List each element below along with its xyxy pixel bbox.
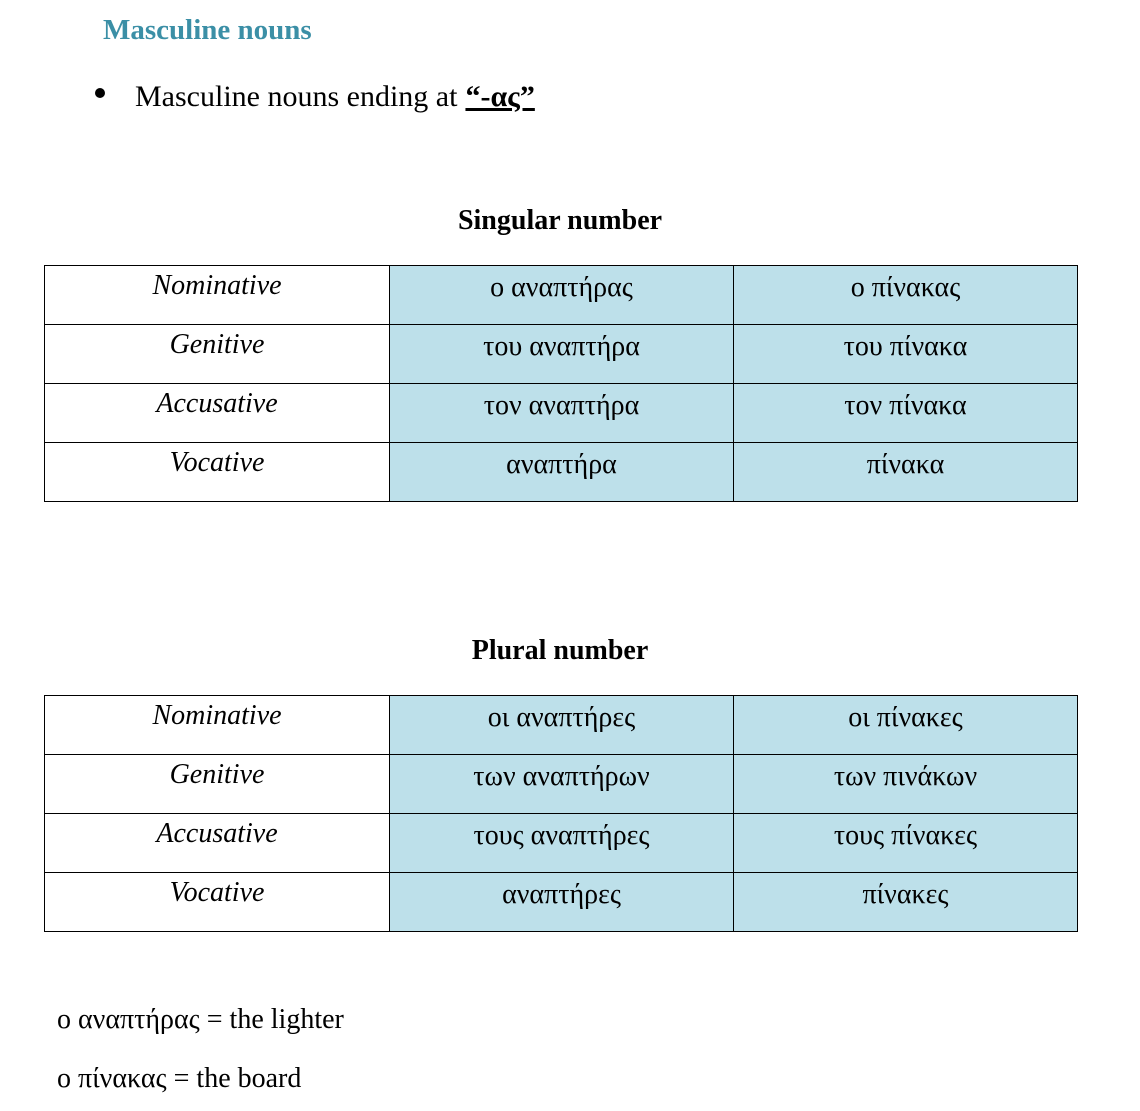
noun-form-cell: τον πίνακα xyxy=(734,384,1078,443)
case-label: Vocative xyxy=(45,443,390,502)
case-label: Nominative xyxy=(45,266,390,325)
case-label: Accusative xyxy=(45,384,390,443)
noun-form-cell: αναπτήρα xyxy=(390,443,734,502)
bullet-item xyxy=(95,80,535,114)
case-label: Nominative xyxy=(45,696,390,755)
bullet-text: Masculine nouns ending at xyxy=(135,80,458,113)
plural-declension-table xyxy=(44,695,1078,932)
page-heading: Masculine nouns xyxy=(103,14,312,46)
table-row xyxy=(45,266,1078,325)
noun-form-cell: ο αναπτήρας xyxy=(390,266,734,325)
noun-form-cell: των αναπτήρων xyxy=(390,755,734,814)
table-row xyxy=(45,443,1078,502)
table-row xyxy=(45,696,1078,755)
case-label: Genitive xyxy=(45,755,390,814)
table-row xyxy=(45,814,1078,873)
bullet-icon xyxy=(95,88,105,98)
table-row xyxy=(45,384,1078,443)
noun-form-cell: αναπτήρες xyxy=(390,873,734,932)
noun-form-cell: οι αναπτήρες xyxy=(390,696,734,755)
vocabulary-entry: ο αναπτήρας = the lighter xyxy=(57,1004,344,1035)
noun-form-cell: τους αναπτήρες xyxy=(390,814,734,873)
noun-form-cell: των πινάκων xyxy=(734,755,1078,814)
noun-form-cell: τους πίνακες xyxy=(734,814,1078,873)
case-label: Accusative xyxy=(45,814,390,873)
case-label: Vocative xyxy=(45,873,390,932)
table-row xyxy=(45,755,1078,814)
table-row xyxy=(45,325,1078,384)
noun-form-cell: ο πίνακας xyxy=(734,266,1078,325)
case-label: Genitive xyxy=(45,325,390,384)
singular-table-title: Singular number xyxy=(457,205,663,236)
vocabulary-entry: ο πίνακας = the board xyxy=(57,1063,302,1094)
singular-declension-table xyxy=(44,265,1078,502)
noun-form-cell: του αναπτήρα xyxy=(390,325,734,384)
table-row xyxy=(45,873,1078,932)
noun-form-cell: πίνακα xyxy=(734,443,1078,502)
plural-table-title: Plural number xyxy=(471,635,649,666)
noun-form-cell: πίνακες xyxy=(734,873,1078,932)
noun-form-cell: τον αναπτήρα xyxy=(390,384,734,443)
noun-form-cell: του πίνακα xyxy=(734,325,1078,384)
noun-ending: “-ας” xyxy=(465,80,535,113)
noun-form-cell: οι πίνακες xyxy=(734,696,1078,755)
